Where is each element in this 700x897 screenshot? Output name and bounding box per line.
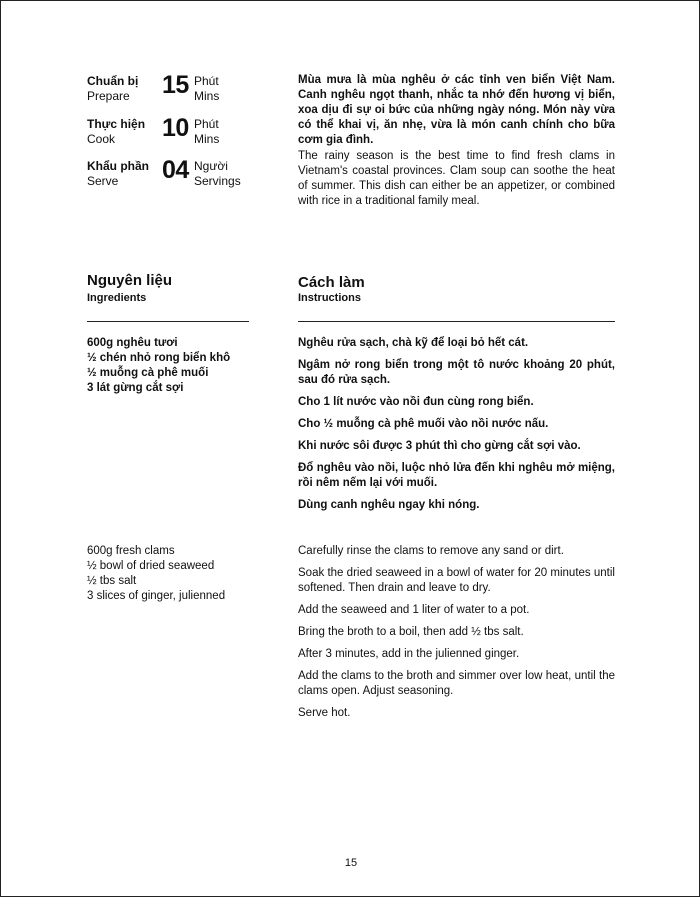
list-item: ½ chén nhỏ rong biển khô xyxy=(87,352,231,364)
prep-value: 15 xyxy=(162,71,189,99)
ingredients-list-vi xyxy=(87,336,257,396)
list-item: 600g fresh clams xyxy=(87,545,175,557)
cook-time xyxy=(87,114,267,153)
instructions-list-en xyxy=(298,544,615,728)
list-item: 3 slices of ginger, julienned xyxy=(87,590,226,602)
step-item: Đổ nghêu vào nồi, luộc nhỏ lửa đến khi nghêu mở miệng, rồi nêm nếm lại với muối. xyxy=(298,462,615,489)
cook-label-vi: Thực hiện xyxy=(87,117,146,131)
ingredients-title-vi: Nguyên liệu xyxy=(87,272,173,289)
step-item: Ngâm nở rong biển trong một tô nước khoảng 20 phút, sau đó rửa sạch. xyxy=(298,359,615,386)
list-item: 3 lát gừng cắt sợi xyxy=(87,382,184,394)
serve-label-en: Serve xyxy=(87,174,119,188)
prep-label-vi: Chuẩn bị xyxy=(87,74,139,88)
step-item: Add the seaweed and 1 liter of water to a pot. xyxy=(298,604,530,616)
step-item: Khi nước sôi được 3 phút thì cho gừng cắt sợi vào. xyxy=(298,440,581,452)
prep-time xyxy=(87,71,267,110)
step-item: Add the clams to the broth and simmer over low heat, until the clams open. Adjust seasoning. xyxy=(298,670,615,697)
cook-value: 10 xyxy=(162,114,189,142)
ingredients-title-en: Ingredients xyxy=(87,292,147,304)
step-item: After 3 minutes, add in the julienned ginger. xyxy=(298,648,520,660)
list-item: ½ muỗng cà phê muối xyxy=(87,367,209,379)
page-number: 15 xyxy=(344,857,358,869)
step-item: Carefully rinse the clams to remove any sand or dirt. xyxy=(298,545,564,557)
cook-unit-vi: Phút xyxy=(194,117,219,131)
step-item: Dùng canh nghêu ngay khi nóng. xyxy=(298,499,480,511)
step-item: Cho ½ muỗng cà phê muối vào nồi nước nấu. xyxy=(298,418,549,430)
step-item: Serve hot. xyxy=(298,707,351,719)
prep-label-en: Prepare xyxy=(87,89,130,103)
prep-unit-vi: Phút xyxy=(194,74,219,88)
serve-unit-en: Servings xyxy=(194,174,241,188)
instructions-list-vi xyxy=(298,336,615,520)
serve-unit-vi: Người xyxy=(194,159,228,173)
list-item: ½ bowl of dried seaweed xyxy=(87,560,215,572)
serve-label-vi: Khẩu phần xyxy=(87,159,149,173)
instructions-title-en: Instructions xyxy=(298,292,361,304)
intro-vi: Mùa mưa là mùa nghêu ở các tỉnh ven biển Việt Nam. Canh nghêu ngọt thanh, nhắc ta nhớ đến hương vị biển, xoa dịu đi sự oi bức của những ngày nóng. Món này vừa có thể khai vị, ăn nhẹ, vừa là món canh chính cho bữa cơm gia đình. xyxy=(298,74,615,146)
prep-unit-en: Mins xyxy=(194,89,220,103)
instructions-divider xyxy=(298,321,615,322)
servings xyxy=(87,156,267,195)
list-item: ½ tbs salt xyxy=(87,575,137,587)
ingredients-divider xyxy=(87,321,249,322)
step-item: Soak the dried seaweed in a bowl of water for 20 minutes until softened. Then drain and leave to dry. xyxy=(298,567,615,594)
cook-label-en: Cook xyxy=(87,132,116,146)
step-item: Cho 1 lít nước vào nồi đun cùng rong biển. xyxy=(298,396,534,408)
step-item: Nghêu rửa sạch, chà kỹ để loại bỏ hết cát. xyxy=(298,337,529,349)
serve-value: 04 xyxy=(162,156,189,184)
list-item: 600g nghêu tươi xyxy=(87,337,178,349)
step-item: Bring the broth to a boil, then add ½ tbs salt. xyxy=(298,626,524,638)
intro-en: The rainy season is the best time to find fresh clams in Vietnam's coastal provinces. Clam soup can soothe the heat of summer. This dish can either be an appetizer, or combined with rice in a traditional family meal. xyxy=(298,150,615,207)
instructions-title-vi: Cách làm xyxy=(298,274,365,291)
cook-unit-en: Mins xyxy=(194,132,220,146)
ingredients-list-en xyxy=(87,544,257,604)
